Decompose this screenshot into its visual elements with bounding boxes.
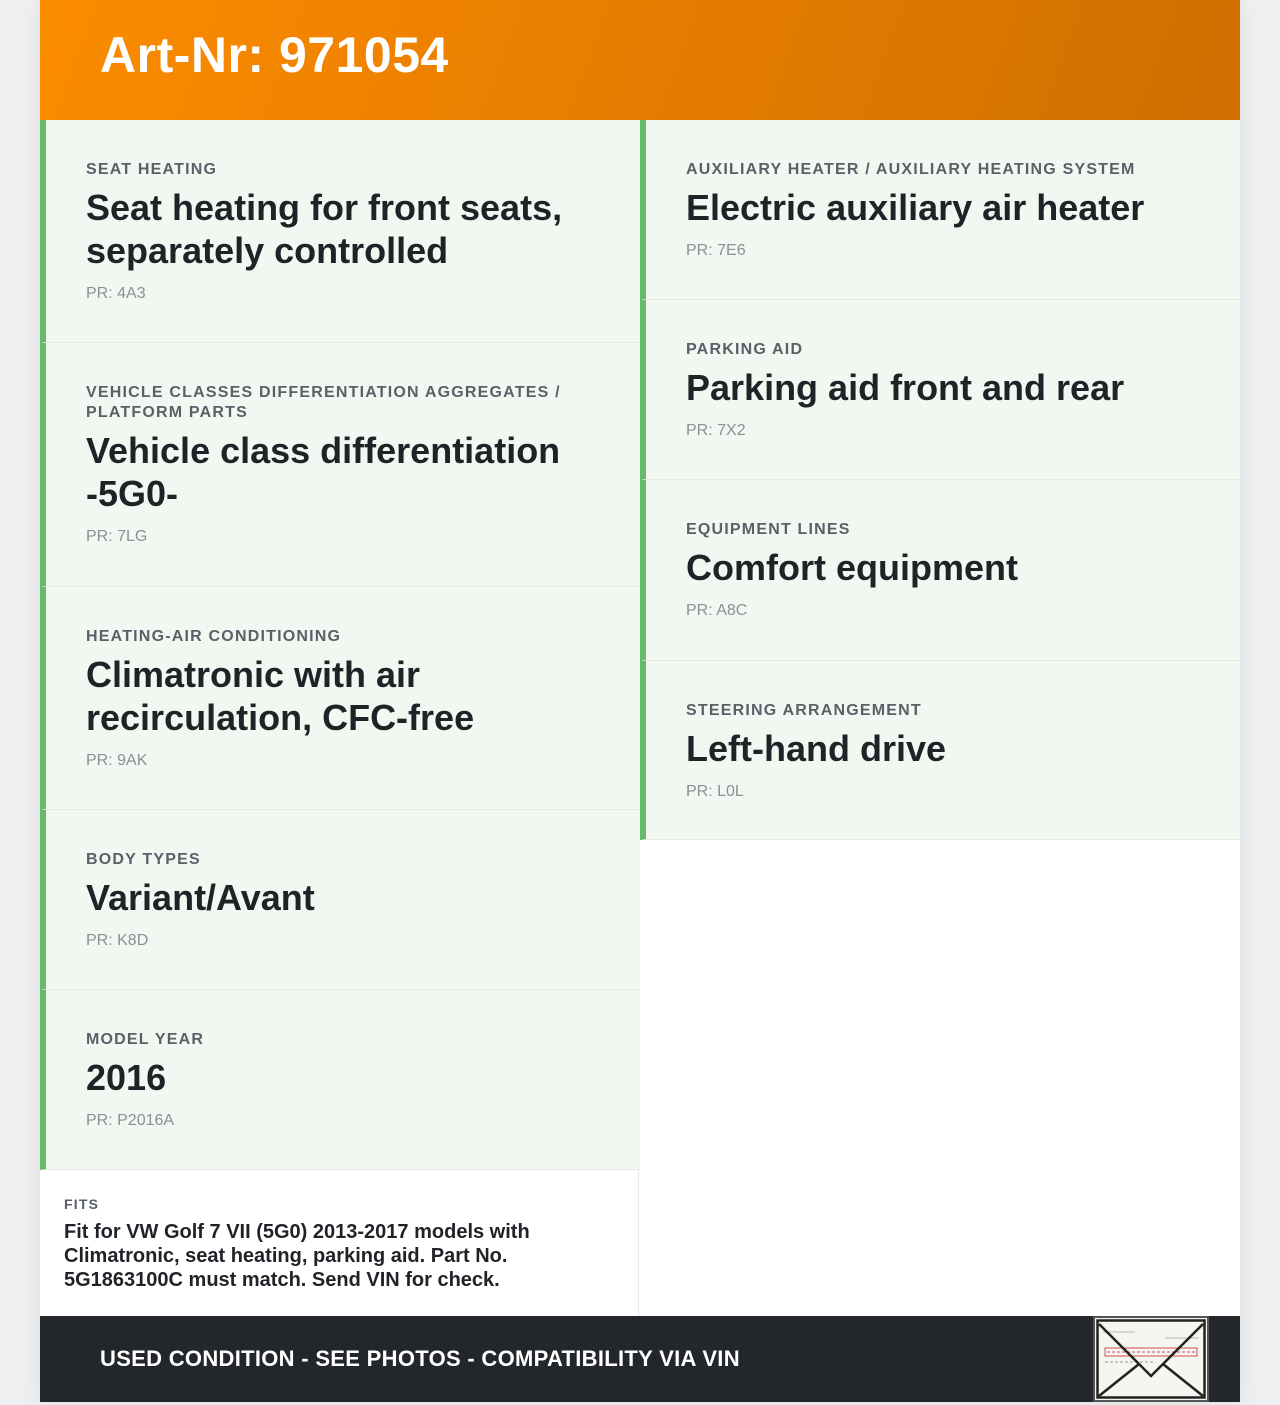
feature-pr-code: PR: 4A3 (86, 285, 146, 302)
envelope-icon (1093, 1316, 1209, 1402)
feature-title: Seat heating for front seats, separately controlled (86, 187, 563, 271)
feature-card (640, 480, 1240, 661)
feature-title: Vehicle class differentiation -5G0- (86, 430, 561, 514)
feature-card (40, 120, 640, 343)
feature-card (640, 661, 1240, 840)
feature-pr-code: PR: 7LG (86, 528, 148, 545)
feature-title: Climatronic with air recirculation, CFC-free (86, 654, 475, 738)
feature-title: Variant/Avant (86, 877, 315, 918)
feature-card (640, 120, 1240, 300)
condition-message: USED CONDITION - SEE PHOTOS - COMPATIBILITY VIA VIN (100, 1346, 740, 1371)
feature-category: STEERING ARRANGEMENT (686, 702, 922, 719)
feature-pr-code: PR: 7X2 (686, 422, 746, 439)
feature-pr-code: PR: 7E6 (686, 242, 746, 259)
feature-title: Comfort equipment (686, 547, 1018, 588)
feature-pr-code: PR: A8C (686, 602, 748, 619)
feature-category: VEHICLE CLASSES DIFFERENTIATION AGGREGATES / PLATFORM PARTS (86, 384, 561, 421)
feature-category: MODEL YEAR (86, 1031, 205, 1048)
feature-title: Electric auxiliary air heater (686, 187, 1145, 228)
feature-title: 2016 (86, 1057, 167, 1098)
feature-pr-code: PR: K8D (86, 932, 149, 949)
footer-bar (40, 1316, 1240, 1402)
fits-label: FITS (64, 1196, 100, 1212)
feature-title: Parking aid front and rear (686, 367, 1125, 408)
article-number-title: Art-Nr: 971054 (100, 27, 449, 83)
feature-card (40, 810, 640, 990)
header-banner (40, 0, 1240, 120)
feature-card (40, 587, 640, 810)
feature-card (640, 300, 1240, 480)
right-column (640, 120, 1240, 840)
listing-page (40, 0, 1240, 1402)
feature-card (40, 343, 640, 587)
feature-category: AUXILIARY HEATER / AUXILIARY HEATING SYSTEM (686, 161, 1136, 178)
fits-section (40, 1170, 639, 1316)
feature-category: EQUIPMENT LINES (686, 521, 851, 538)
feature-category: BODY TYPES (86, 851, 201, 868)
feature-card (40, 990, 640, 1170)
feature-category: HEATING-AIR CONDITIONING (86, 628, 342, 645)
feature-category: PARKING AID (686, 341, 804, 358)
feature-title: Left-hand drive (686, 728, 947, 769)
envelope-graphic (1095, 1318, 1207, 1400)
feature-pr-code: PR: P2016A (86, 1112, 175, 1129)
feature-pr-code: PR: 9AK (86, 752, 148, 769)
left-column (40, 120, 640, 1170)
feature-pr-code: PR: L0L (686, 783, 744, 800)
feature-category: SEAT HEATING (86, 161, 218, 178)
fits-text: Fit for VW Golf 7 VII (5G0) 2013-2017 models with Climatronic, seat heating, parking aid. Part No. 5G1863100C must match. Send VIN for check. (64, 1221, 530, 1291)
